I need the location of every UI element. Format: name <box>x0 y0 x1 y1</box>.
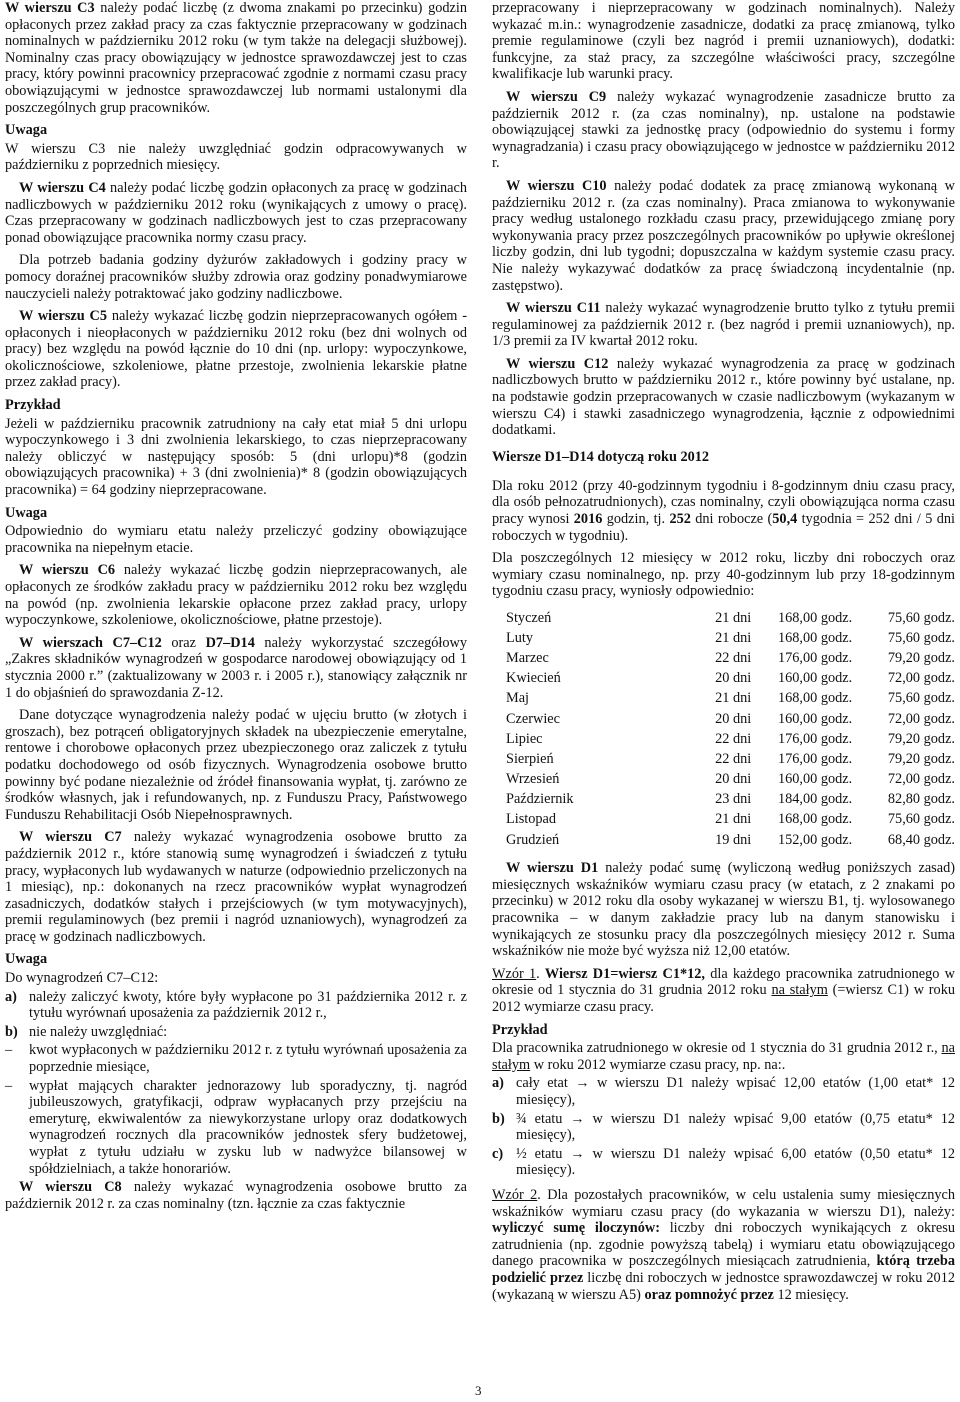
dash-marker: – <box>5 1077 13 1094</box>
table-row <box>506 749 955 769</box>
bold-run: 252 <box>669 511 691 528</box>
table-row <box>506 729 955 749</box>
list-text: ½ etatu → w wierszu D1 należy wpisać 6,00 etatów (0,50 etatu* 12 miesięcy). <box>516 1145 955 1179</box>
bold-run: W wierszu D1 <box>506 860 599 877</box>
text-run: należy podać liczbę (z dwoma znakami po przecinku) godzin opłaconych przez zakład pracy za czas faktycznie przepracowany w godzinach nominalnych w październiku 2012 roku (w tym także na delegacji służbowej). Nominalny czas pracy obowiązujący w jednostce sprawozdawczej jest to czas pracy, który powinni pracownicy przepracować zgodnie z normami czasu pracy obowiązującymi w jednostce sprawozdawczej lub normami ustalonymi dla poszczególnych grup pracowników. <box>5 0 467 116</box>
days-cell: 23 dni <box>715 791 752 808</box>
bold-run: wyliczyć sumę iloczynów: <box>492 1220 660 1237</box>
days-cell: 21 dni <box>715 811 752 828</box>
text-run: w roku 2012 wymiarze czasu pracy, np. na:. <box>530 1056 786 1073</box>
paragraph-dyzury: Dla potrzeb badania godziny dyżurów zakładowych i godziny pracy w pomocy doraźnej pracowników służby zdrowia oraz godziny ponadwymiarowe nauczycieli należy potraktować jako godziny nadliczbowe. <box>5 252 467 302</box>
paragraph-c5 <box>5 308 467 391</box>
dash-marker: – <box>5 1042 13 1059</box>
hours-40-cell: 176,00 godz. <box>777 649 853 666</box>
text-run: dla każdego pracownika zatrudnionego w okresie od 1 stycznia do 31 grudnia 2012 roku <box>492 965 955 999</box>
month-cell: Sierpień <box>506 750 554 767</box>
bold-run: Wiersz D1=wiersz C1*12, <box>544 965 705 982</box>
hours-18-cell: 75,60 godz. <box>887 609 955 626</box>
days-cell: 21 dni <box>715 690 752 707</box>
paragraph-c9 <box>492 89 955 172</box>
paragraph-c3 <box>5 0 467 116</box>
text-run: należy wykazać wynagrodzenie zasadnicze brutto za październik 2012 r. (za czas nominalny), np. ustalone na podstawie obowiązującej stawki za jednostkę pracy (odpowiednio do systemu i formy wynagradzania) i czasu pracy obowiązującego w jednostce w październiku 2012 r. <box>492 88 955 172</box>
section-title: Wiersze D1–D14 dotyczą roku 2012 <box>492 448 710 465</box>
paragraph-c8 <box>5 1179 467 1212</box>
hours-18-cell: 79,20 godz. <box>887 730 955 747</box>
hours-40-cell: 176,00 godz. <box>777 730 853 747</box>
days-cell: 21 dni <box>715 609 752 626</box>
left-column <box>5 0 467 1218</box>
list-text: wypłat mających charakter jednorazowy lub sporadyczny, tj. nagród jubileuszowych, gratyfikacji, odpraw wypłacanych przy przejściu na emeryturę, ekwiwalentów za niewykorzystane urlopy oraz dodatkowych wynagrodzeń rocznych dla pracowników jednostek sfery budżetowej, wypłat z tytułu udziału w zysku lub w nadwyżce bilansowej w spółdzielniach, a także honorariów. <box>29 1077 467 1177</box>
text-run: należy wykazać liczbę godzin nieprzepracowanych ogółem - opłaconych i nieopłaconych w październiku 2012 roku (bez dni wolnych od pracy) bez względu na powód łącznie do 10 dni (np. urlopy: wypoczynkowe, okolicznościowe, szkoleniowe, płatne przestoje, zwolnienia lekarskie płatne przez zakład pracy). <box>5 308 467 391</box>
bold-run: W wierszu C4 <box>19 179 106 196</box>
przyklad-intro <box>492 1040 955 1073</box>
days-cell: 22 dni <box>715 750 752 767</box>
list-item <box>5 1078 467 1178</box>
month-cell: Wrzesień <box>506 771 560 788</box>
month-cell: Październik <box>506 791 574 808</box>
text-run: (=wiersz C1) w roku 2012 wymiarze czasu pracy. <box>492 982 955 1015</box>
hours-40-cell: 184,00 godz. <box>777 791 853 808</box>
list-marker: c) <box>492 1145 504 1162</box>
paragraph-c12 <box>492 356 955 439</box>
month-cell: Czerwiec <box>506 710 560 727</box>
right-column <box>492 0 955 1309</box>
bold-run: W wierszu C11 <box>506 300 601 317</box>
text-run: 12 miesięcy. <box>773 1286 849 1303</box>
wzor-1 <box>492 966 955 1016</box>
bold-run: oraz pomnożyć przez <box>644 1286 774 1303</box>
text-run: oraz <box>161 634 206 651</box>
list-text: cały etat → w wierszu D1 należy wpisać 12,00 etatów (1,00 etat* 12 miesięcy), <box>516 1075 955 1108</box>
paragraph-c11 <box>492 300 955 350</box>
days-cell: 20 dni <box>715 670 752 687</box>
table-row <box>506 669 955 689</box>
text-run: liczbę dni roboczych w jednostce sprawozdawczej w roku 2012 (wykazaną w wierszu A5) <box>492 1269 955 1303</box>
month-cell: Listopad <box>506 811 557 828</box>
paragraph-miesiace: Dla poszczególnych 12 miesięcy w 2012 roku, liczby dni roboczych oraz wymiary czasu nominalnego, np. przy 40-godzinnym lub przy 18-godzinnym tygodniu czasu pracy, wyniosły odpowiednio: <box>492 550 955 600</box>
list-item <box>5 1042 467 1075</box>
underlined-run: Wzór 2 <box>492 1186 538 1203</box>
hours-18-cell: 75,60 godz. <box>887 690 955 707</box>
text-run: Dla pracownika zatrudnionego w okresie od 1 stycznia do 31 grudnia 2012 r., <box>492 1040 942 1057</box>
hours-40-cell: 160,00 godz. <box>777 670 853 687</box>
wzor-2 <box>492 1187 955 1303</box>
underlined-run: na stałym <box>771 982 828 999</box>
days-cell: 19 dni <box>715 831 752 848</box>
bold-run: W wierszu C9 <box>506 88 607 105</box>
text-run: należy wykazać wynagrodzenia osobowe brutto za październik 2012 r., które stanowią sumę wynagrodzeń i świadczeń z tytułu pracy, wypłaconych lub wydawanych w naturze (odpowiednio przeliczonych na 1 miesiąc), np.: dokonanych na rzecz pracowników wypłat wynagrodzeń zasadniczych, dodatków stałych i przejściowych (w tym motywacyjnych), premii regulaminowych (bez premii i nagród uznaniowych), wynagrodzeń za pracę w godzinach nadliczbowych. <box>5 829 467 945</box>
text-run: należy wykazać liczbę godzin nieprzepracowanych, ale opłaconych ze środków zakładu pracy w październiku 2012 roku bez względu na powód (np. zwolnienia lekarskie opłacone przez zakład pracy, urlopy wypoczynkowe, szkoleniowe, okolicznościowe, płatne przestoje). <box>5 562 468 629</box>
table-row <box>506 608 955 628</box>
uwaga-heading: Uwaga <box>5 122 48 139</box>
uwaga-heading: Uwaga <box>5 951 48 968</box>
uwaga-etat-text: Odpowiednio do wymiaru etatu należy przeliczyć godziny obowiązujące pracownika na niepełnym etacie. <box>5 523 467 556</box>
text-run: należy podać sumę (wyliczoną według poniższych zasad) miesięcznych wskaźników wymiaru czasu pracy (w etatach, z 2 znakami po przecinku) w 2012 roku dla osoby wykazanej w wierszu B1, tj. wylosowanego pracownika – w danym zakładzie pracy lub na danym stanowisku i wynikających ze stosunku pracy dla poszczególnych miesięcy 2012 r. Suma wskaźników nie może być wyższa niż 12,00 etatów. <box>492 860 955 960</box>
month-cell: Marzec <box>506 649 549 666</box>
uwaga-c3-text: W wierszu C3 nie należy uwzględniać godzin odpracowywanych w październiku z poprzednich miesięcy. <box>5 140 467 174</box>
paragraph-c6 <box>5 562 467 628</box>
table-row <box>506 830 955 850</box>
text-run: należy podać liczbę godzin opłaconych za pracę w godzinach nadliczbowych w październiku 2012 roku (wynikających z umowy o pracę). Czas przepracowany w godzinach nadliczbowych jest to czas przepracowany ponad obowiązujące pracownika normy czasu pracy. <box>5 179 467 246</box>
bold-run: W wierszu C6 <box>19 562 116 579</box>
bold-run: W wierszu C3 <box>5 0 95 16</box>
hours-18-cell: 75,60 godz. <box>887 629 955 646</box>
list-marker: a) <box>5 988 17 1005</box>
bold-run: D7–D14 <box>205 634 255 651</box>
days-cell: 20 dni <box>715 771 752 788</box>
przyklad-heading: Przykład <box>492 1021 548 1038</box>
bold-run: 50,4 <box>772 511 798 528</box>
month-cell: Lipiec <box>506 730 543 747</box>
table-row <box>506 648 955 668</box>
paragraph-c10 <box>492 178 955 294</box>
list-item <box>5 989 467 1022</box>
text-run: . Dla pozostałych pracowników, w celu ustalenia sumy miesięcznych wskaźników wymiaru czasu pracy (do wykazania w wierszu D1), należy: <box>492 1186 955 1220</box>
paragraph-rok <box>492 478 955 544</box>
hours-18-cell: 79,20 godz. <box>887 649 955 666</box>
list-text: nie należy uwzględniać: <box>29 1023 168 1040</box>
text-run: należy wykazać wynagrodzenia osobowe brutto za październik 2012 r. za czas nominalny (tzn. łącznie za czas faktycznie <box>5 1179 467 1212</box>
list-text: ¾ etatu → w wierszu D1 należy wpisać 9,00 etatów (0,75 etatu* 12 miesięcy), <box>516 1110 955 1144</box>
paragraph-c7-c12 <box>5 635 467 701</box>
hours-18-cell: 72,00 godz. <box>887 771 955 788</box>
text-run: należy podać dodatek za pracę zmianową wykonaną w październiku 2012 r. (za czas nominalny). Praca zmianowa to wykonywanie pracy według ustalonego rozkładu czasu pracy, przewidującego zmianę pory wykonywania pracy przez poszczególnych pracowników po upływie określonej liczby godzin, dni lub tygodni; dopuszczalna w każdym systemie czasu pracy. Nie należy wykazywać dodatków za pracę świadczoną incydentalnie (np. zastępstwo). <box>492 177 955 294</box>
days-cell: 22 dni <box>715 649 752 666</box>
hours-18-cell: 75,60 godz. <box>887 811 955 828</box>
table-row <box>506 790 955 810</box>
table-row <box>506 628 955 648</box>
bold-run: W wierszach C7–C12 <box>19 634 162 651</box>
month-cell: Kwiecień <box>506 670 561 687</box>
list-text: kwot wypłaconych w październiku 2012 r. z tytułu wyrównań uposażenia za poprzednie miesiące, <box>29 1042 467 1076</box>
paragraph-dane: Dane dotyczące wynagrodzenia należy podać w ujęciu brutto (w złotych i groszach), bez potrąceń obligatoryjnych składek na ubezpieczenie emerytalne, rentowe i chorobowe opłaconych przez ubezpieczonego oraz zaliczek z tytułu podatku dochodowego od osób fizycznych. Wynagrodzenia osobowe brutto powinny być podane niezależnie od źródeł finansowania wypłat, tj. zarówno ze środków własnych, jak i refundowanych, np. z Funduszu Pracy, Państwowego Funduszu Rehabilitacji Osób Niepełnosprawnych. <box>5 707 467 823</box>
hours-18-cell: 79,20 godz. <box>887 750 955 767</box>
przyklad-text: Jeżeli w październiku pracownik zatrudniony na cały etat miał 5 dni urlopu wypoczynkowego i 3 dni zwolnienia lekarskiego, to czas nieprzepracowany należy obliczyć w następujący sposób: 5 (dni urlopu)*8 (godzin obowiązujących pracownika) + 3 (dni zwolnienia)* 8 (godzin obowiązujących pracownika) = 64 godziny nieprzepracowane. <box>5 415 467 499</box>
bold-run: W wierszu C8 <box>19 1179 122 1196</box>
hours-18-cell: 68,40 godz. <box>887 831 955 848</box>
text-run: Dla roku 2012 (przy 40-godzinnym tygodniu i 8-godzinnym dniu czasu pracy, dla osób pełnozatrudnionych), czas nominalny, czyli obowiązująca norma czasu pracy wynosi <box>492 477 955 528</box>
hours-18-cell: 72,00 godz. <box>887 670 955 687</box>
hours-40-cell: 168,00 godz. <box>777 811 853 828</box>
month-cell: Grudzień <box>506 831 560 848</box>
table-row <box>506 709 955 729</box>
bold-run: W wierszu C5 <box>19 308 107 325</box>
hours-40-cell: 168,00 godz. <box>777 629 853 646</box>
text-run: godzin, tj. <box>602 511 670 528</box>
bold-run: W wierszu C10 <box>506 177 607 194</box>
text-run: tygodnia = 252 dni / 5 dni roboczych w tygodniu). <box>492 511 955 544</box>
paragraph-c4 <box>5 180 467 246</box>
table-row <box>506 689 955 709</box>
hours-40-cell: 152,00 godz. <box>777 831 853 848</box>
hours-18-cell: 82,80 godz. <box>887 791 955 808</box>
text-run: należy wykazać wynagrodzenia za pracę w godzinach nadliczbowych brutto w październiku 2012 r., które powinny być ustalane, np. na podstawie godzin przepracowanych w czasie nadliczbowym (wykazanym w wierszu C4) i stawki zasadniczego wynagrodzenia, łącznie z odpowiednimi dodatkami. <box>492 355 955 439</box>
hours-40-cell: 160,00 godz. <box>777 710 853 727</box>
text-run: . <box>536 965 545 982</box>
hours-18-cell: 72,00 godz. <box>887 710 955 727</box>
bold-run: 2016 <box>573 511 603 528</box>
list-item <box>492 1111 955 1144</box>
bold-run: W wierszu C7 <box>19 829 122 846</box>
days-cell: 22 dni <box>715 730 752 747</box>
przyklad-heading: Przykład <box>5 397 61 414</box>
bold-run: którą trzeba podzielić przez <box>492 1253 956 1286</box>
underlined-run: Wzór 1 <box>492 965 537 982</box>
months-table <box>506 608 955 850</box>
text-run: należy wykazać wynagrodzenie brutto tylko z tytułu premii regulaminowej za październik 2012 r. (bez nagród i premii uznaniowych), np. 1/3 premii za IV kwartał 2012 roku. <box>492 300 955 350</box>
paragraph-c7 <box>5 829 467 945</box>
days-cell: 21 dni <box>715 629 752 646</box>
month-cell: Styczeń <box>506 609 552 626</box>
list-marker: a) <box>492 1075 504 1092</box>
list-text: należy zaliczyć kwoty, które były wypłacone po 31 października 2012 r. z tytułu wyrównań uposażenia za październik 2012 r., <box>29 988 467 1022</box>
hours-40-cell: 168,00 godz. <box>777 690 853 707</box>
text-run: dni robocze ( <box>690 511 773 528</box>
list-item <box>492 1075 955 1108</box>
text-run: liczby dni roboczych wynikających z okresu zatrudnienia (np. zgodnie powyższą tabelą) i wymiaru etatu obowiązującego danego pracownika w poszczególnych miesiącach zatrudnienia, <box>492 1220 955 1270</box>
table-row <box>506 810 955 830</box>
underlined-run: na stałym <box>492 1040 955 1073</box>
table-row <box>506 770 955 790</box>
text-run: należy wykorzystać szczegółowy „Zakres składników wynagrodzeń w gospodarce narodowej obowiązujący od 1 stycznia 2000 r.” (zaktualizowany w 2003 r. i 2005 r.), stanowiący załącznik nr 1 do objaśnień do sprawozdania Z-12. <box>5 634 468 701</box>
month-cell: Maj <box>506 690 530 707</box>
hours-40-cell: 176,00 godz. <box>777 750 853 767</box>
paragraph-d1 <box>492 860 955 960</box>
list-item <box>5 1024 467 1041</box>
list-marker: b) <box>492 1110 505 1127</box>
hours-40-cell: 168,00 godz. <box>777 609 853 626</box>
list-item <box>492 1146 955 1179</box>
uwaga-heading: Uwaga <box>5 504 48 521</box>
days-cell: 20 dni <box>715 710 752 727</box>
bold-run: W wierszu C12 <box>506 355 609 372</box>
page-number: 3 <box>475 1383 482 1398</box>
hours-40-cell: 160,00 godz. <box>777 771 853 788</box>
list-marker: b) <box>5 1023 18 1040</box>
paragraph-c8-continued: przepracowany i nieprzepracowany w godzinach nominalnych). Należy wykazać m.in.: wynagrodzenie zasadnicze, dodatki za pracę zmianową, tylko premie regulaminowe (czyli bez nagród i premii uznaniowych), dodatki: funkcyjne, za staż pracy, za szczególne właściwości pracy, szczególne kwalifikacje lub warunki pracy. <box>492 0 955 83</box>
month-cell: Luty <box>506 629 534 646</box>
uwaga-intro: Do wynagrodzeń C7–C12: <box>5 970 159 987</box>
